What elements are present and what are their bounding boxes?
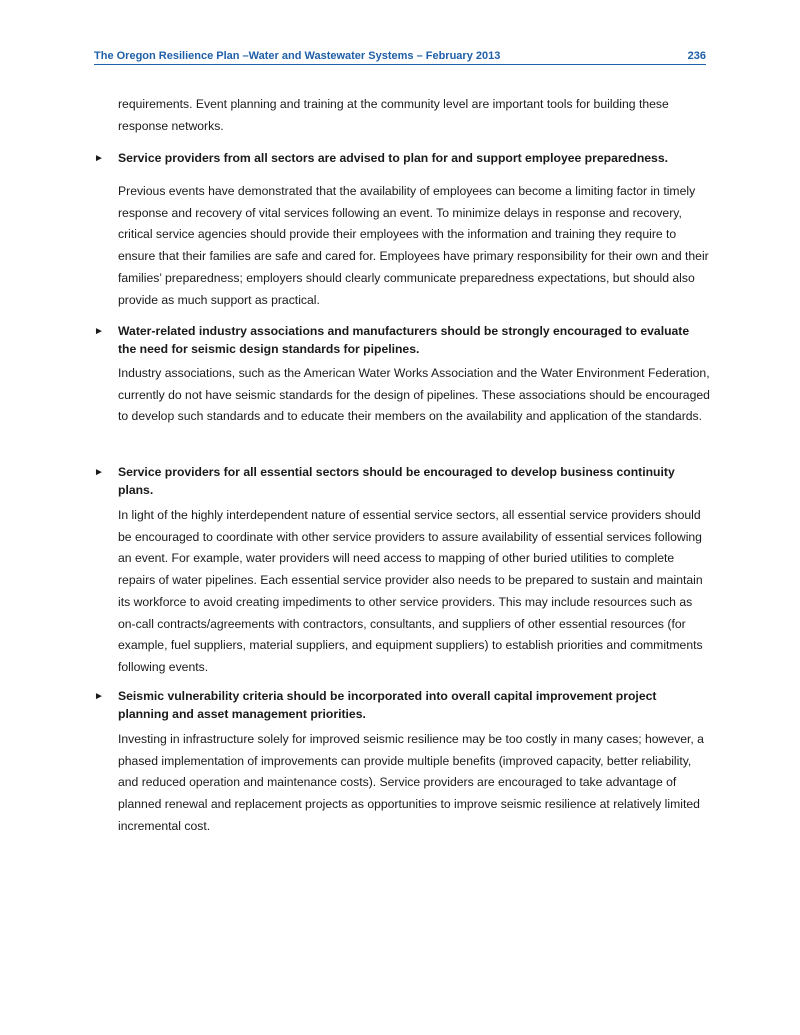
bullet-arrow-icon: ► xyxy=(94,326,104,337)
section-body: In light of the highly interdependent nature of essential service sectors, all essential service providers should be encouraged to coordinate with other service providers to assure availability of essential services following an event. For example, water providers will need access to mapping of other buried utilities to complete repairs of water pipelines. Each essential service provider also needs to be prepared to sustain and maintain its workforce to avoid creating impediments to other service providers. This may include resources such as on-call contracts/agreements with contractors, consultants, and suppliers of other essential resources (for example, fuel suppliers, material suppliers, and equipment suppliers) to establish priorities and commitments following events. xyxy=(118,508,703,674)
section-body: Investing in infrastructure solely for improved seismic resilience may be too costly in many cases; however, a phased implementation of improvements can provide multiple benefits (improved capacity, better reliability, and reduced operation and maintenance costs). Service providers are encouraged to take advantage of planned renewal and replacement projects as opportunities to improve seismic resilience at relatively limited incremental cost. xyxy=(118,732,704,833)
section-body: Previous events have demonstrated that the availability of employees can become a limiting factor in timely response and recovery of vital services following an event. To minimize delays in response and recovery, critical service agencies should provide their employees with the information and training they require to ensure that their families are safe and cared for. Employees have primary responsibility for their own and their families’ preparedness; employers should clearly communicate preparedness expectations, but should also provide as much support as practical. xyxy=(118,184,709,307)
section-heading-text: Service providers for all essential sectors should be encouraged to develop business continuity plans. xyxy=(118,465,675,497)
bullet-arrow-icon: ► xyxy=(94,467,104,478)
section-heading-text: Water-related industry associations and manufacturers should be strongly encouraged to evaluate the need for seismic design standards for pipelines. xyxy=(118,324,690,356)
page-header xyxy=(94,49,706,65)
intro-paragraph: requirements. Event planning and training at the community level are important tools for building these response networks. xyxy=(118,97,669,133)
section-body: Industry associations, such as the American Water Works Association and the Water Environment Federation, currently do not have seismic standards for the design of pipelines. These associations should be encouraged to develop such standards and to educate their members on the availability and application of the standards. xyxy=(118,366,710,424)
section-heading-text: Service providers from all sectors are advised to plan for and support employee preparedness. xyxy=(118,151,668,165)
bullet-arrow-icon: ► xyxy=(94,691,104,702)
document-title: The Oregon Resilience Plan –Water and Wastewater Systems – February 2013 xyxy=(94,50,501,62)
bullet-arrow-icon: ► xyxy=(94,153,104,164)
section-heading-text: Seismic vulnerability criteria should be incorporated into overall capital improvement project planning and asset management priorities. xyxy=(118,689,657,721)
page-number: 236 xyxy=(687,50,706,62)
